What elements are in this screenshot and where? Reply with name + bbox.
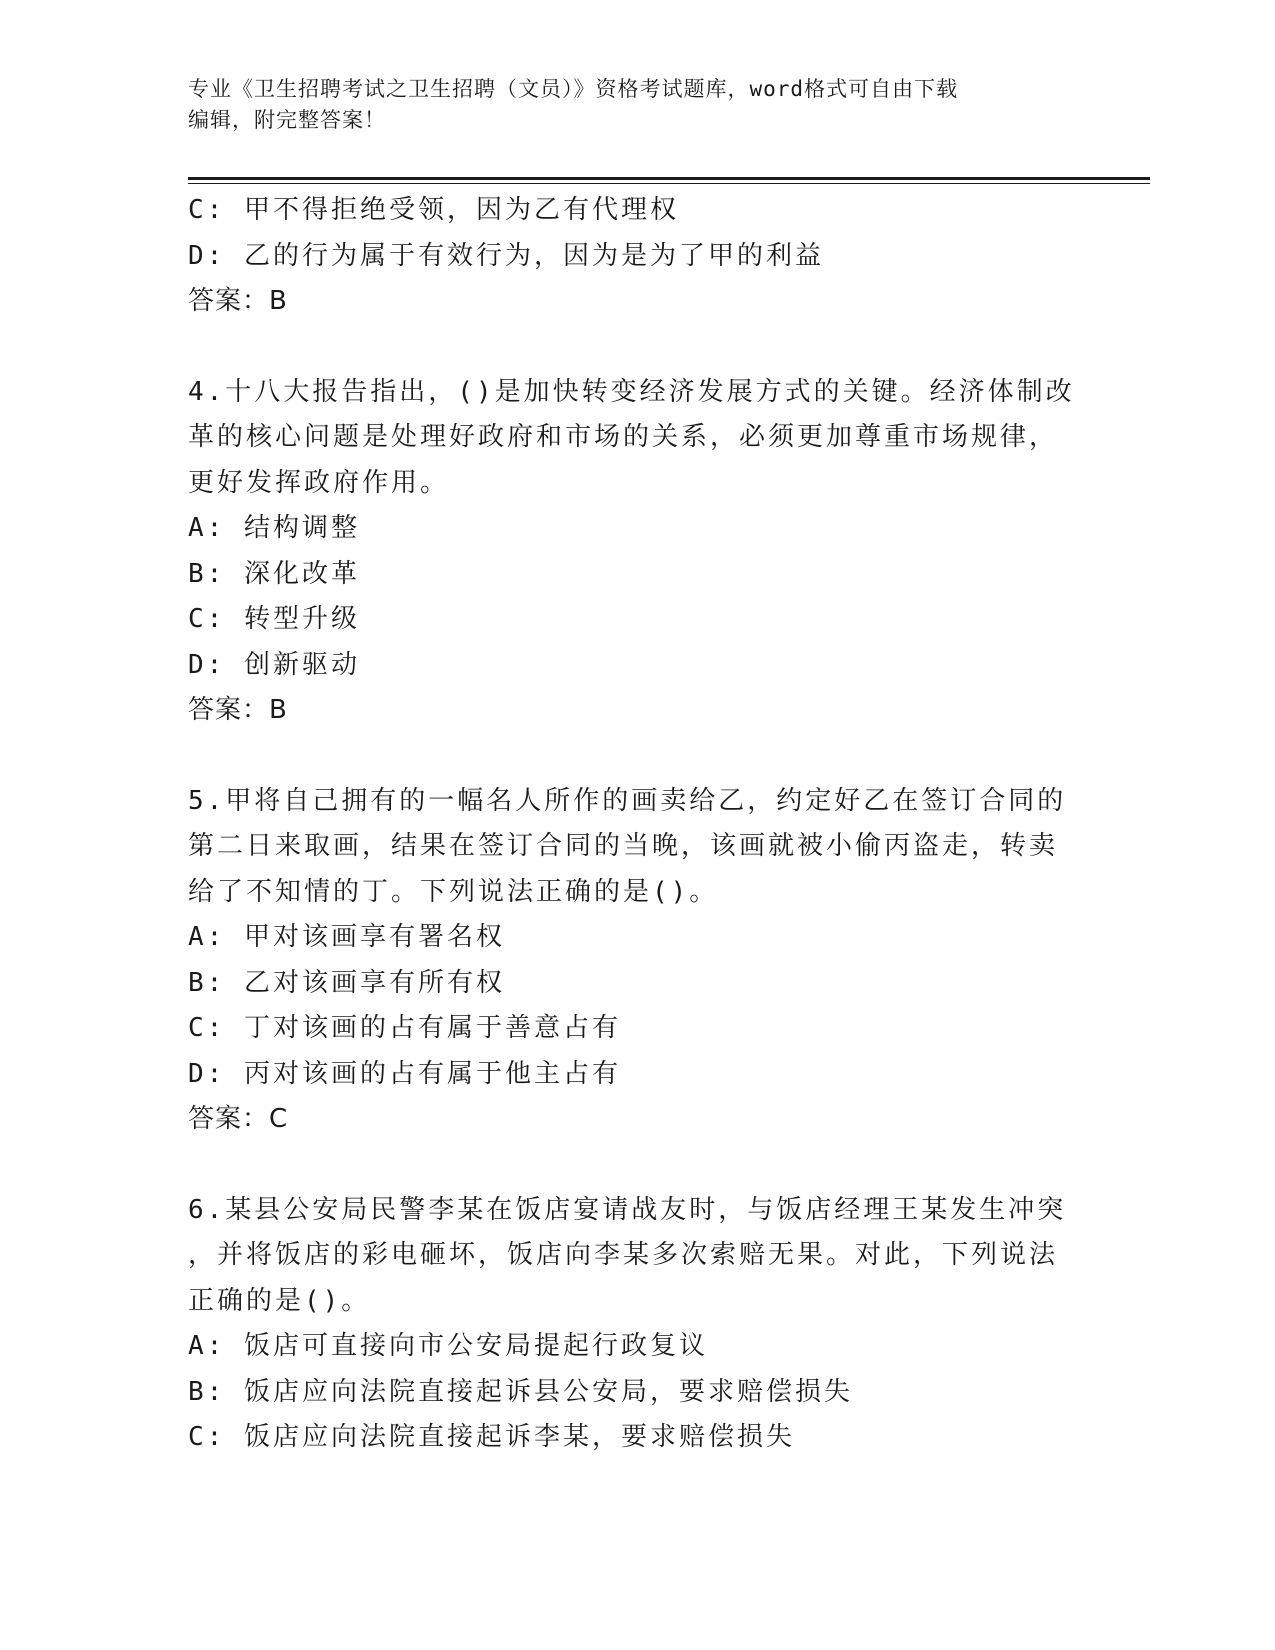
header-line-1: 专业《卫生招聘考试之卫生招聘（文员）》资格考试题库，word格式可自由下载 <box>188 77 959 101</box>
question-6 <box>188 1188 1067 1461</box>
question-stem-line: 6.某县公安局民警李某在饭店宴请战友时，与饭店经理王某发生冲突 <box>188 1194 1067 1225</box>
answer: 答案：B <box>188 695 288 725</box>
option-a: A: 饭店可直接向市公安局提起行政复议 <box>188 1331 708 1361</box>
option-c: C: 甲不得拒绝受领，因为乙有代理权 <box>188 195 679 225</box>
question-stem-line: 更好发挥政府作用。 <box>188 467 450 498</box>
option-c: C: 丁对该画的占有属于善意占有 <box>188 1013 621 1043</box>
header-line-2: 编辑，附完整答案！ <box>188 108 386 132</box>
option-a: A: 结构调整 <box>188 513 360 543</box>
question-list <box>188 188 1075 1461</box>
question-stem-line: 正确的是()。 <box>188 1285 371 1316</box>
question-3-tail <box>188 188 1058 325</box>
spacer <box>188 325 1058 370</box>
question-stem-line: 第二日来取画，结果在签订合同的当晚，该画就被小偷丙盗走，转卖 <box>188 831 1059 861</box>
question-stem-line: 革的核心问题是处理好政府和市场的关系，必须更加尊重市场规律， <box>188 422 1059 452</box>
option-b: B: 深化改革 <box>188 558 360 589</box>
option-b: B: 乙对该画享有所有权 <box>188 967 505 998</box>
option-d: D: 创新驱动 <box>188 649 360 680</box>
question-stem-line: 给了不知情的丁。下列说法正确的是()。 <box>188 876 719 907</box>
option-c: C: 饭店应向法院直接起诉李某，要求赔偿损失 <box>188 1422 795 1452</box>
spacer <box>188 1143 1058 1188</box>
answer: 答案：C <box>188 1104 289 1134</box>
answer: 答案：B <box>188 286 288 316</box>
question-stem-line: 4.十八大报告指出，()是加快转变经济发展方式的关键。经济体制改 <box>188 376 1075 407</box>
option-a: A: 甲对该画享有署名权 <box>188 922 505 952</box>
document-header <box>188 74 1088 136</box>
header-divider-thick <box>188 177 1150 180</box>
option-d: D: 乙的行为属于有效行为，因为是为了甲的利益 <box>188 240 824 271</box>
question-stem-line: ，并将饭店的彩电砸坏，饭店向李某多次索赔无果。对此，下列说法 <box>188 1240 1059 1270</box>
question-5 <box>188 779 1067 1143</box>
question-stem-line: 5.甲将自己拥有的一幅名人所作的画卖给乙，约定好乙在签订合同的 <box>188 785 1067 816</box>
option-d: D: 丙对该画的占有属于他主占有 <box>188 1058 621 1089</box>
question-4 <box>188 370 1075 734</box>
header-divider-thin <box>188 183 1150 184</box>
option-b: B: 饭店应向法院直接起诉县公安局，要求赔偿损失 <box>188 1376 853 1407</box>
spacer <box>188 734 1058 779</box>
option-c: C: 转型升级 <box>188 604 360 634</box>
